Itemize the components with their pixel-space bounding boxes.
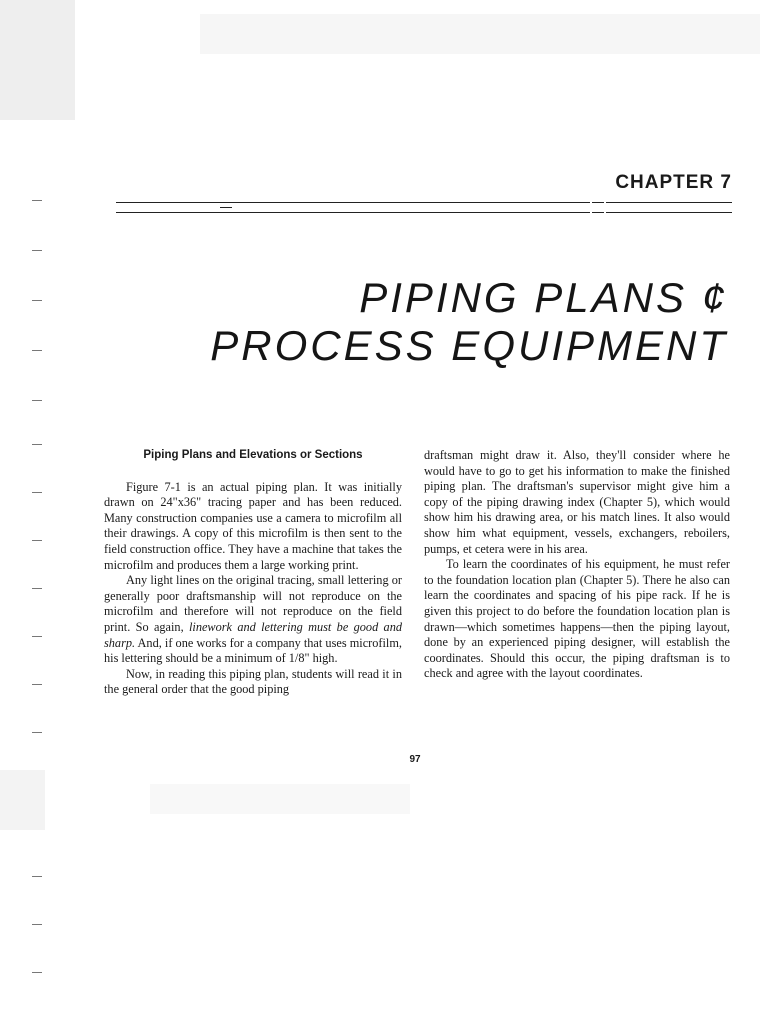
margin-tick (32, 400, 42, 401)
header-rule (116, 212, 590, 213)
margin-tick (32, 972, 42, 973)
page-number: 97 (409, 754, 421, 765)
section-heading: Piping Plans and Elevations or Sections (143, 449, 363, 461)
margin-tick (32, 540, 42, 541)
margin-tick (32, 588, 42, 589)
chapter-title-line-2: PROCESS EQUIPMENT (210, 322, 728, 369)
header-rule-segment (220, 207, 232, 208)
paragraph: To learn the coordinates of his equipment, he must refer to the foundation location plan (Chapter 5). There he also can learn the coordinates and spacing of his pipe rack. If he is given this project to do before the foundation location plan is drawn—which sometimes happens—then the piping layout, done by an experienced piping designer, will establish the coordinates. Should this occur, the piping draftsman is to check and agree with the layout coordinates. (424, 557, 730, 681)
paragraph: draftsman might draw it. Also, they'll consider where he would have to go to get his information to make the finished piping plan. The draftsman's supervisor might give him a copy of the piping drawing index (Chapter 5), which would show him his drawing area, or his match lines. It also would show him what equipment, vessels, exchangers, reboilers, pumps, et cetera were in his area. (424, 448, 730, 556)
emphasized-text: linework and lettering must be good and sharp. (104, 619, 402, 650)
scan-speckle-top-left (0, 0, 75, 120)
margin-tick (32, 684, 42, 685)
left-column (104, 448, 402, 698)
scan-speckle-left (0, 770, 45, 830)
chapter-title-line-1: PIPING PLANS ¢ (359, 274, 728, 321)
margin-tick (32, 444, 42, 445)
header-rule (116, 202, 590, 203)
margin-tick (32, 200, 42, 201)
header-rule (606, 212, 732, 213)
margin-tick (32, 350, 42, 351)
scan-speckle-bottom (150, 784, 410, 814)
chapter-label: CHAPTER 7 (615, 172, 732, 193)
margin-tick (32, 636, 42, 637)
right-column (424, 448, 730, 682)
margin-tick (32, 492, 42, 493)
header-rule (606, 202, 732, 203)
margin-tick (32, 732, 42, 733)
margin-tick (32, 924, 42, 925)
header-rule-segment (592, 202, 604, 203)
margin-tick (32, 300, 42, 301)
paragraph: Figure 7-1 is an actual piping plan. It was initially drawn on 24"x36" tracing paper and has been reduced. Many construction companies use a camera to microfilm all their drawings. A copy of this microfilm is then sent to the field construction office. They have a machine that takes the microfilm and produces them a large working print. (104, 479, 402, 572)
margin-tick (32, 876, 42, 877)
header-rule-segment (592, 212, 604, 213)
paragraph-text: Any light lines on the original tracing, small lettering or generally poor draftsmanship will not reproduce on the microfilm and therefore will not reproduce on the field print. So again, (104, 573, 402, 634)
paragraph-text: And, if one works for a company that uses microfilm, his lettering should be a minimum of 1/8" high. (104, 635, 402, 666)
scan-speckle-top (200, 14, 760, 54)
margin-tick (32, 250, 42, 251)
paragraph: Now, in reading this piping plan, students will read it in the general order that the good piping (104, 666, 402, 697)
paragraph (104, 573, 402, 667)
